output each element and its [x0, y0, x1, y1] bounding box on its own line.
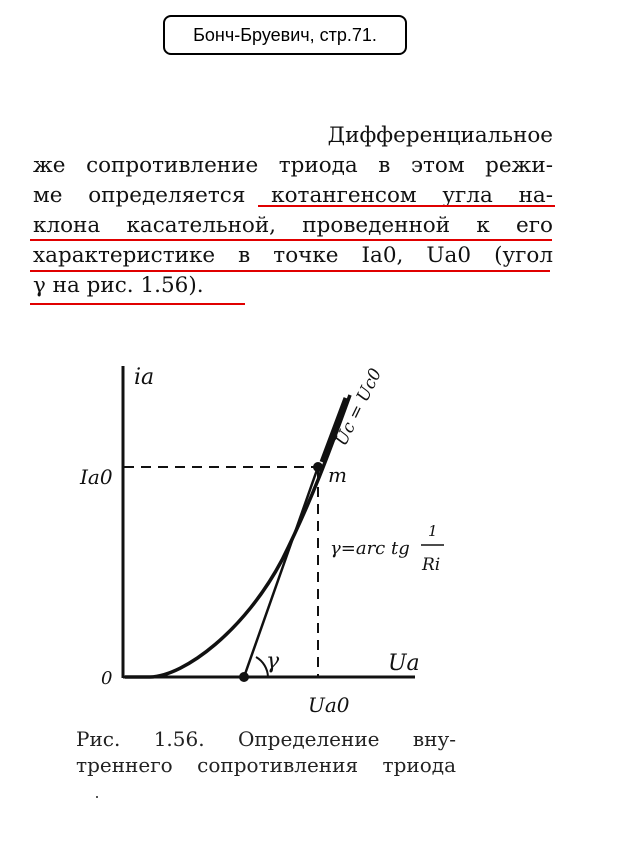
source-reference-label: Бонч-Бруевич, стр.71. [163, 15, 407, 55]
curve-grid-voltage-label: Uc = Uc0 [331, 365, 387, 450]
paragraph-line-5: характеристике в точке Iа0, Uа0 (угол [33, 243, 553, 268]
angle-gamma-label: γ [266, 649, 280, 674]
paragraph-line-6: γ на рис. 1.56). [33, 273, 204, 298]
x-axis-label: Uа [388, 651, 420, 676]
paragraph-line-3: ме определяется котангенсом угла на- [33, 183, 553, 208]
formula-numerator: 1 [428, 522, 438, 540]
paragraph-line-4: клона касательной, проведенной к его [33, 213, 553, 238]
anode-characteristic-curve [125, 395, 350, 677]
caption-line-2: треннего сопротивления триода [76, 753, 456, 777]
scan-speck [96, 796, 98, 798]
point-m-label: m [328, 463, 347, 487]
operating-point-m [313, 462, 323, 472]
paragraph-line-2: же сопротивление триода в этом режи- [33, 153, 553, 178]
tangent-axis-intersection [239, 672, 249, 682]
origin-label: 0 [101, 668, 113, 689]
tangent-line [244, 467, 318, 677]
figure-caption [76, 726, 456, 778]
y-axis-label: iа [134, 365, 155, 390]
formula-main: γ=arc tg [330, 538, 410, 559]
ia0-tick-label: Iа0 [80, 465, 113, 489]
formula-denominator: Ri [422, 555, 441, 575]
caption-line-1: Рис. 1.56. Определение вну- [76, 727, 456, 751]
ua0-tick-label: Uа0 [308, 693, 350, 717]
paragraph-line-1: Дифференциальное [327, 123, 553, 148]
